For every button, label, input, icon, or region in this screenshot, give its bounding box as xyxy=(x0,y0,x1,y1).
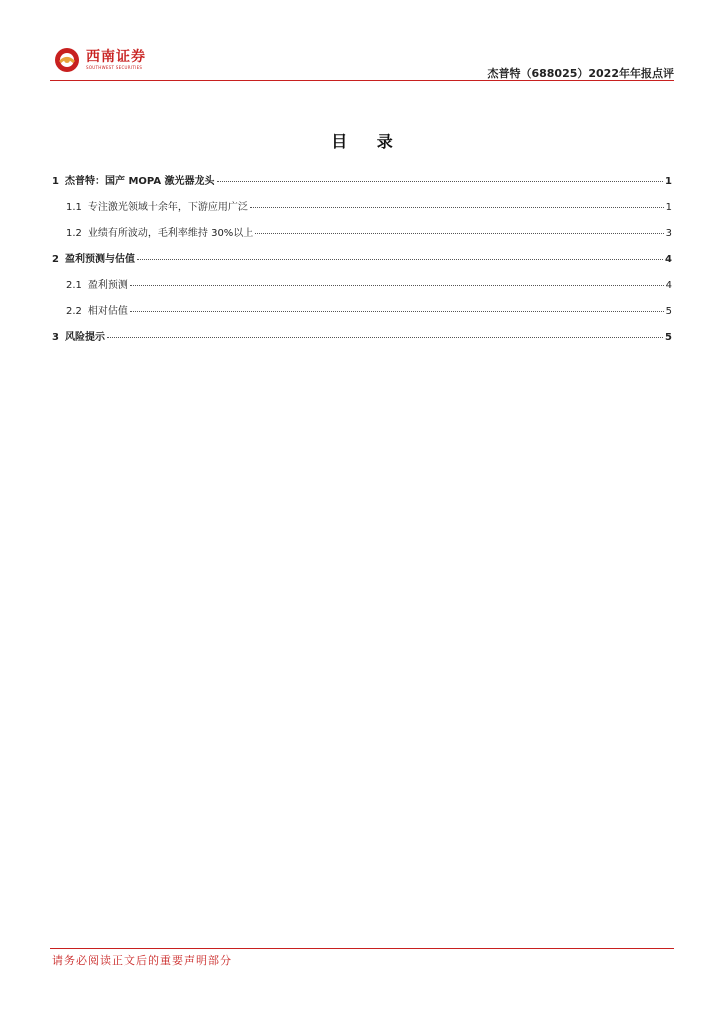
toc-entry-number: 2.1 xyxy=(66,280,82,291)
footer-disclaimer: 请务必阅读正文后的重要声明部分 xyxy=(52,954,232,967)
toc-entry-title: 杰普特：国产 MOPA 激光器龙头 xyxy=(64,176,215,187)
toc-entry[interactable] xyxy=(52,250,672,276)
toc-entry-page: 4 xyxy=(665,254,672,265)
logo-emblem-icon xyxy=(54,47,80,73)
report-title: 杰普特（688025）2022年年报点评 xyxy=(487,67,674,80)
toc-entry-page: 5 xyxy=(665,306,672,317)
toc-entry[interactable] xyxy=(52,302,672,328)
toc-entry-title: 盈利预测 xyxy=(87,280,128,291)
toc-entry-number: 1.1 xyxy=(66,202,82,213)
toc-entry-number: 2 xyxy=(52,254,59,265)
logo-chinese-name: 西南证券 xyxy=(86,49,146,65)
toc-entry-page: 4 xyxy=(665,280,672,291)
toc-entry-title: 业绩有所波动，毛利率维持 30%以上 xyxy=(87,228,254,239)
footer-divider xyxy=(50,948,674,949)
toc-entry-title: 专注激光领域十余年，下游应用广泛 xyxy=(87,202,248,213)
toc-dot-leader xyxy=(250,207,664,208)
toc-entry-page: 3 xyxy=(665,228,672,239)
toc-dot-leader xyxy=(130,311,664,312)
toc-entry-page: 1 xyxy=(665,202,672,213)
toc-entry-number: 3 xyxy=(52,332,59,343)
toc-entry[interactable] xyxy=(52,198,672,224)
toc-heading: 目 录 xyxy=(331,132,405,151)
toc-dot-leader xyxy=(137,259,663,260)
toc-entry[interactable] xyxy=(52,224,672,250)
toc-entry-title: 盈利预测与估值 xyxy=(64,254,135,265)
toc-dot-leader xyxy=(130,285,664,286)
toc-entry-number: 1.2 xyxy=(66,228,82,239)
toc-dot-leader xyxy=(255,233,663,234)
header-divider xyxy=(50,80,674,81)
toc-entry-page: 1 xyxy=(665,176,672,187)
logo-wordmark xyxy=(86,49,146,71)
toc-entry[interactable] xyxy=(52,276,672,302)
table-of-contents xyxy=(52,172,672,354)
toc-entry-title: 风险提示 xyxy=(64,332,105,343)
toc-entry[interactable] xyxy=(52,172,672,198)
toc-entry[interactable] xyxy=(52,328,672,354)
toc-entry-number: 2.2 xyxy=(66,306,82,317)
toc-entry-title: 相对估值 xyxy=(87,306,128,317)
toc-dot-leader xyxy=(107,337,663,338)
toc-entry-number: 1 xyxy=(52,176,59,187)
toc-entry-page: 5 xyxy=(665,332,672,343)
logo-english-name: SOUTHWEST SECURITIES xyxy=(86,65,143,70)
toc-dot-leader xyxy=(217,181,663,182)
company-logo xyxy=(54,45,146,75)
